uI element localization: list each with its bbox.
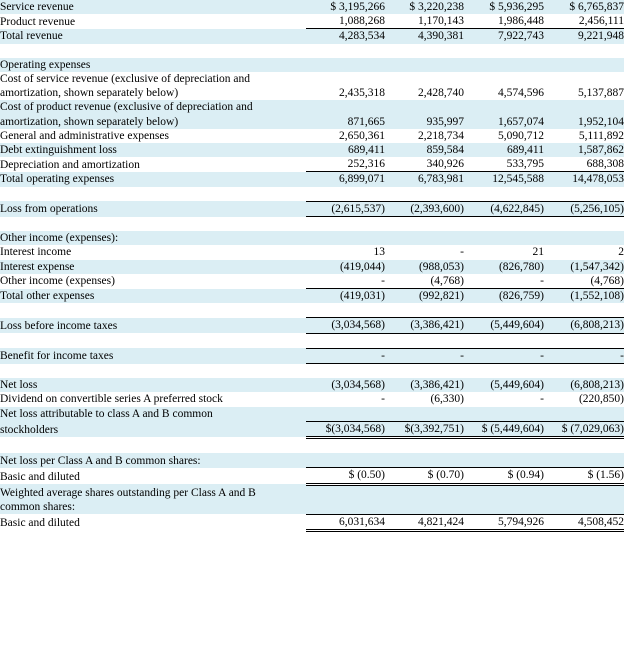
- row-value: (992,821): [385, 289, 464, 304]
- table-row: [0, 453, 624, 468]
- table-row: [0, 172, 624, 187]
- row-value: 252,316: [306, 157, 385, 172]
- row-value: 5,111,892: [544, 129, 624, 143]
- table-row: [0, 72, 624, 86]
- row-label: Benefit for income taxes: [0, 348, 306, 363]
- row-value: 2,218,734: [385, 129, 464, 143]
- table-row: [0, 468, 624, 484]
- row-value: [306, 58, 385, 72]
- row-value: 935,997: [385, 115, 464, 129]
- row-label: Loss from operations: [0, 201, 306, 216]
- row-value: (419,044): [306, 260, 385, 274]
- table-row: [0, 437, 624, 453]
- row-value: [464, 100, 544, 114]
- row-value: $ (0.70): [385, 468, 464, 484]
- row-label: Other income (expenses):: [0, 231, 306, 245]
- row-value: $ (1.56): [544, 468, 624, 484]
- row-value: [385, 100, 464, 114]
- row-label: amortization, shown separately below): [0, 115, 306, 129]
- row-value: 2,456,111: [544, 14, 624, 29]
- row-label: Net loss: [0, 378, 306, 392]
- row-value: [544, 72, 624, 86]
- row-value: [306, 303, 385, 318]
- row-value: 688,308: [544, 157, 624, 172]
- row-value: (220,850): [544, 392, 624, 406]
- row-value: 12,545,588: [464, 172, 544, 187]
- row-value: [544, 437, 624, 453]
- row-value: 4,508,452: [544, 514, 624, 530]
- row-value: (3,386,421): [385, 378, 464, 392]
- row-value: [306, 484, 385, 500]
- row-value: -: [544, 348, 624, 363]
- table-row: [0, 157, 624, 172]
- row-value: [544, 217, 624, 232]
- row-value: 4,574,596: [464, 86, 544, 100]
- row-value: [385, 44, 464, 58]
- row-label: Depreciation and amortization: [0, 157, 306, 172]
- row-label: [0, 333, 306, 348]
- row-value: $(3,034,568): [306, 421, 385, 437]
- row-value: [306, 364, 385, 379]
- row-value: [385, 407, 464, 422]
- row-value: [464, 453, 544, 468]
- row-value: (826,759): [464, 289, 544, 304]
- row-label: Cost of service revenue (exclusive of depreciation and: [0, 72, 306, 86]
- row-value: [464, 500, 544, 515]
- row-value: (5,256,105): [544, 201, 624, 216]
- row-value: (4,768): [385, 274, 464, 289]
- row-value: (6,808,213): [544, 318, 624, 333]
- table-row: [0, 129, 624, 143]
- row-value: 21: [464, 245, 544, 259]
- row-value: [544, 100, 624, 114]
- row-label: Service revenue: [0, 0, 306, 14]
- row-value: [464, 333, 544, 348]
- row-value: [385, 231, 464, 245]
- row-value: (4,622,845): [464, 201, 544, 216]
- row-value: 1,657,074: [464, 115, 544, 129]
- row-value: (3,034,568): [306, 378, 385, 392]
- row-value: 6,783,981: [385, 172, 464, 187]
- row-value: [464, 217, 544, 232]
- row-label: [0, 437, 306, 453]
- row-value: -: [306, 274, 385, 289]
- row-value: 689,411: [306, 143, 385, 157]
- table-row: [0, 201, 624, 216]
- row-value: [385, 364, 464, 379]
- row-value: (6,808,213): [544, 378, 624, 392]
- row-value: $ 3,195,266: [306, 0, 385, 14]
- row-value: -: [464, 348, 544, 363]
- row-value: [464, 364, 544, 379]
- row-value: $ (0.94): [464, 468, 544, 484]
- table-row: [0, 260, 624, 274]
- table-row: [0, 484, 624, 500]
- row-value: [544, 303, 624, 318]
- row-value: -: [385, 348, 464, 363]
- row-value: 1,986,448: [464, 14, 544, 29]
- row-value: 2,650,361: [306, 129, 385, 143]
- row-value: [385, 72, 464, 86]
- row-value: [385, 58, 464, 72]
- row-label: common shares:: [0, 500, 306, 515]
- row-label: Weighted average shares outstanding per Class A and B: [0, 484, 306, 500]
- row-value: [306, 231, 385, 245]
- table-row: [0, 318, 624, 333]
- row-value: [464, 72, 544, 86]
- table-row: [0, 86, 624, 100]
- row-value: [544, 58, 624, 72]
- row-value: -: [306, 392, 385, 406]
- row-label: General and administrative expenses: [0, 129, 306, 143]
- row-value: [544, 44, 624, 58]
- row-value: (3,034,568): [306, 318, 385, 333]
- row-value: 5,137,887: [544, 86, 624, 100]
- row-value: (419,031): [306, 289, 385, 304]
- row-value: 14,478,053: [544, 172, 624, 187]
- row-label: Total operating expenses: [0, 172, 306, 187]
- row-value: [544, 484, 624, 500]
- row-label: [0, 303, 306, 318]
- row-value: [385, 500, 464, 515]
- row-value: [306, 453, 385, 468]
- row-value: [464, 187, 544, 202]
- row-value: [544, 500, 624, 515]
- row-value: 340,926: [385, 157, 464, 172]
- row-value: [544, 453, 624, 468]
- row-value: 1,088,268: [306, 14, 385, 29]
- row-value: $ 6,765,837: [544, 0, 624, 14]
- row-value: [544, 407, 624, 422]
- row-value: [385, 187, 464, 202]
- table-row: [0, 348, 624, 363]
- row-value: -: [464, 274, 544, 289]
- row-value: [464, 231, 544, 245]
- row-label: Total other expenses: [0, 289, 306, 304]
- row-value: (826,780): [464, 260, 544, 274]
- row-label: Basic and diluted: [0, 514, 306, 530]
- row-value: 1,587,862: [544, 143, 624, 157]
- table-row: [0, 303, 624, 318]
- row-value: 689,411: [464, 143, 544, 157]
- row-value: 7,922,743: [464, 29, 544, 44]
- row-value: 13: [306, 245, 385, 259]
- row-value: 859,584: [385, 143, 464, 157]
- row-label: Operating expenses: [0, 58, 306, 72]
- row-value: [544, 333, 624, 348]
- row-value: 533,795: [464, 157, 544, 172]
- row-value: [306, 187, 385, 202]
- row-value: 871,665: [306, 115, 385, 129]
- row-value: 4,390,381: [385, 29, 464, 44]
- row-value: $ (7,029,063): [544, 421, 624, 437]
- table-row: [0, 289, 624, 304]
- row-label: Cost of product revenue (exclusive of depreciation and: [0, 100, 306, 114]
- row-value: [385, 333, 464, 348]
- table-row: [0, 14, 624, 29]
- row-value: [306, 44, 385, 58]
- row-value: (4,768): [544, 274, 624, 289]
- row-value: [306, 500, 385, 515]
- row-label: Debt extinguishment loss: [0, 143, 306, 157]
- row-value: [385, 303, 464, 318]
- row-label: Other income (expenses): [0, 274, 306, 289]
- row-value: [464, 44, 544, 58]
- row-value: 2: [544, 245, 624, 259]
- row-value: (988,053): [385, 260, 464, 274]
- table-row: [0, 217, 624, 232]
- row-value: 5,794,926: [464, 514, 544, 530]
- table-row: [0, 514, 624, 530]
- row-value: [385, 484, 464, 500]
- row-value: [306, 333, 385, 348]
- row-value: [544, 187, 624, 202]
- row-value: $ 3,220,238: [385, 0, 464, 14]
- row-label: Net loss attributable to class A and B common: [0, 407, 306, 422]
- row-label: [0, 217, 306, 232]
- table-row: [0, 274, 624, 289]
- row-value: [464, 407, 544, 422]
- row-value: -: [385, 245, 464, 259]
- row-value: -: [306, 348, 385, 363]
- row-value: 1,952,104: [544, 115, 624, 129]
- row-label: Total revenue: [0, 29, 306, 44]
- row-label: amortization, shown separately below): [0, 86, 306, 100]
- row-value: (3,386,421): [385, 318, 464, 333]
- row-value: (6,330): [385, 392, 464, 406]
- row-value: $ (0.50): [306, 468, 385, 484]
- row-value: 1,170,143: [385, 14, 464, 29]
- table-row: [0, 245, 624, 259]
- table-row: [0, 115, 624, 129]
- row-value: $ (5,449,604): [464, 421, 544, 437]
- row-value: [306, 407, 385, 422]
- row-value: 6,031,634: [306, 514, 385, 530]
- row-value: 2,435,318: [306, 86, 385, 100]
- row-value: (5,449,604): [464, 378, 544, 392]
- row-label: Product revenue: [0, 14, 306, 29]
- row-value: $ 5,936,295: [464, 0, 544, 14]
- row-value: 4,821,424: [385, 514, 464, 530]
- table-row: [0, 58, 624, 72]
- row-value: (5,449,604): [464, 318, 544, 333]
- row-value: (1,547,342): [544, 260, 624, 274]
- table-row: [0, 143, 624, 157]
- row-value: $(3,392,751): [385, 421, 464, 437]
- table-row: [0, 421, 624, 437]
- row-value: (1,552,108): [544, 289, 624, 304]
- table-row: [0, 392, 624, 406]
- row-value: [385, 437, 464, 453]
- row-value: [544, 364, 624, 379]
- table-row: [0, 231, 624, 245]
- row-value: [306, 437, 385, 453]
- row-label: stockholders: [0, 421, 306, 437]
- table-row: [0, 364, 624, 379]
- table-row: [0, 0, 624, 14]
- table-row: [0, 378, 624, 392]
- row-label: Dividend on convertible series A preferred stock: [0, 392, 306, 406]
- row-value: [306, 217, 385, 232]
- row-label: [0, 187, 306, 202]
- table-row: [0, 29, 624, 44]
- row-value: [306, 100, 385, 114]
- row-label: Basic and diluted: [0, 468, 306, 484]
- row-value: 6,899,071: [306, 172, 385, 187]
- row-label: Net loss per Class A and B common shares:: [0, 453, 306, 468]
- row-value: -: [464, 392, 544, 406]
- table-row: [0, 500, 624, 515]
- row-label: [0, 44, 306, 58]
- row-value: [464, 484, 544, 500]
- row-value: (2,615,537): [306, 201, 385, 216]
- row-label: Loss before income taxes: [0, 318, 306, 333]
- row-value: 4,283,534: [306, 29, 385, 44]
- table-row: [0, 44, 624, 58]
- row-value: [385, 217, 464, 232]
- table-row: [0, 407, 624, 422]
- row-value: [464, 437, 544, 453]
- table-row: [0, 333, 624, 348]
- row-value: (2,393,600): [385, 201, 464, 216]
- row-value: 5,090,712: [464, 129, 544, 143]
- row-value: [464, 303, 544, 318]
- row-value: [464, 58, 544, 72]
- row-value: 9,221,948: [544, 29, 624, 44]
- row-value: [306, 72, 385, 86]
- row-label: Interest income: [0, 245, 306, 259]
- table-row: [0, 187, 624, 202]
- row-value: [544, 231, 624, 245]
- row-value: [385, 453, 464, 468]
- row-value: 2,428,740: [385, 86, 464, 100]
- row-label: [0, 364, 306, 379]
- table-row: [0, 100, 624, 114]
- row-label: Interest expense: [0, 260, 306, 274]
